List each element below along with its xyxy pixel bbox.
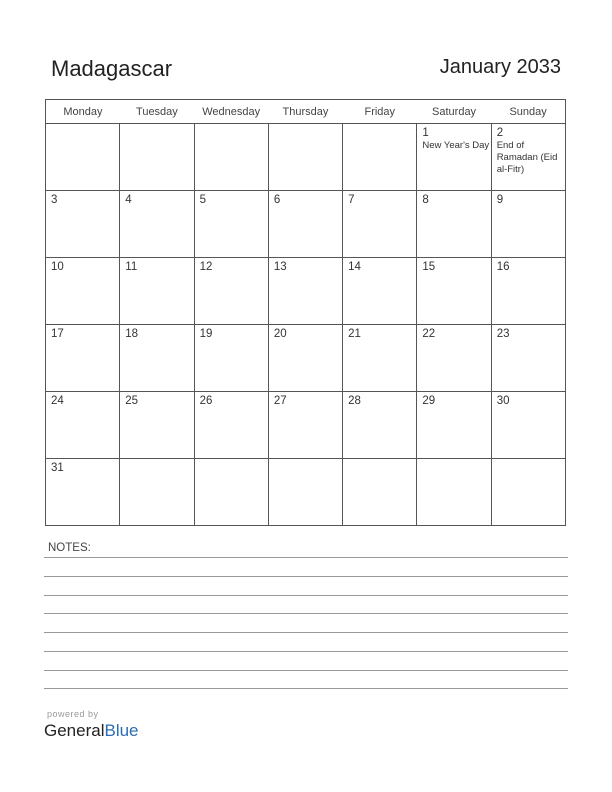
day-number: 6 [273,194,281,206]
day-cell [417,325,491,392]
day-cell [491,124,565,191]
brand-name-blue: Blue [104,721,139,740]
day-cell [194,258,268,325]
weekday-header: Saturday [417,100,491,124]
day-number: 22 [422,328,436,340]
day-number: 11 [125,261,138,273]
day-cell [194,124,268,191]
weekday-header-row [46,100,566,124]
week-row [46,325,566,392]
week-row [46,191,566,258]
day-number: 29 [422,395,436,407]
day-cell [268,258,342,325]
holiday-label: End of Ramadan (Eid al-Fitr) [496,140,558,175]
day-cell [194,459,268,526]
day-number: 8 [422,194,429,206]
brand-name-general: General [44,721,105,740]
day-number: 17 [51,328,64,340]
day-number: 7 [348,194,355,206]
note-line [44,688,568,689]
note-line [44,613,568,614]
day-cell [417,392,491,459]
day-cell [417,258,491,325]
day-number: 25 [125,395,139,407]
day-number: 1 [422,127,429,139]
day-number: 10 [51,261,64,273]
notes-label: NOTES: [48,542,91,554]
weekday-header: Friday [343,100,417,124]
weekday-header: Tuesday [120,100,194,124]
day-cell [194,392,268,459]
day-cell [120,392,194,459]
day-cell [417,191,491,258]
day-cell [491,459,565,526]
note-line [44,595,568,596]
day-cell [194,325,268,392]
day-number: 21 [348,328,361,340]
note-line [44,651,568,652]
powered-by-text: powered by [47,709,99,719]
note-line [44,670,568,671]
day-cell [343,124,417,191]
day-cell [120,258,194,325]
day-number: 28 [348,395,361,407]
calendar-body [46,124,566,526]
day-cell [46,124,120,191]
day-cell [417,459,491,526]
week-row [46,258,566,325]
note-line [44,632,568,633]
day-cell [343,392,417,459]
weekday-header: Sunday [491,100,565,124]
month-calendar [45,99,566,526]
weekday-header: Monday [46,100,120,124]
day-number: 5 [199,194,206,206]
day-cell [268,459,342,526]
day-cell [46,459,120,526]
day-number: 3 [51,194,58,206]
week-row [46,459,566,526]
day-number: 30 [496,395,510,407]
day-number: 19 [199,328,213,340]
day-cell [491,325,565,392]
day-cell [343,191,417,258]
day-number: 13 [273,261,287,273]
day-cell [46,392,120,459]
day-cell [491,191,565,258]
calendar-month-title: January 2033 [439,56,561,78]
holiday-label: New Year's Day [422,140,490,151]
day-number: 12 [199,261,213,273]
day-number: 26 [199,395,213,407]
day-cell [491,258,565,325]
day-number: 23 [496,328,510,340]
day-cell [46,191,120,258]
day-number: 18 [125,328,139,340]
day-cell [46,325,120,392]
day-cell [343,258,417,325]
week-row [46,124,566,191]
day-number: 16 [496,261,510,273]
day-number: 15 [422,261,436,273]
note-line [44,557,568,558]
week-row [46,392,566,459]
day-cell [417,124,491,191]
note-line [44,576,568,577]
day-cell [120,325,194,392]
day-cell [268,392,342,459]
day-cell [491,392,565,459]
day-number: 31 [51,462,64,474]
day-cell [194,191,268,258]
day-number: 14 [348,261,361,273]
weekday-header: Wednesday [194,100,268,124]
day-cell [268,325,342,392]
day-cell [268,124,342,191]
day-cell [46,258,120,325]
day-cell [343,459,417,526]
day-cell [343,325,417,392]
day-number: 4 [125,194,132,206]
day-cell [120,191,194,258]
day-number: 9 [496,194,504,206]
calendar-country-title: Madagascar [51,56,173,81]
day-number: 24 [51,395,64,407]
day-cell [120,124,194,191]
brand-logo [44,721,139,741]
weekday-header: Thursday [268,100,342,124]
day-cell [268,191,342,258]
day-number: 20 [273,328,287,340]
day-number: 2 [496,127,504,139]
day-cell [120,459,194,526]
day-number: 27 [273,395,287,407]
